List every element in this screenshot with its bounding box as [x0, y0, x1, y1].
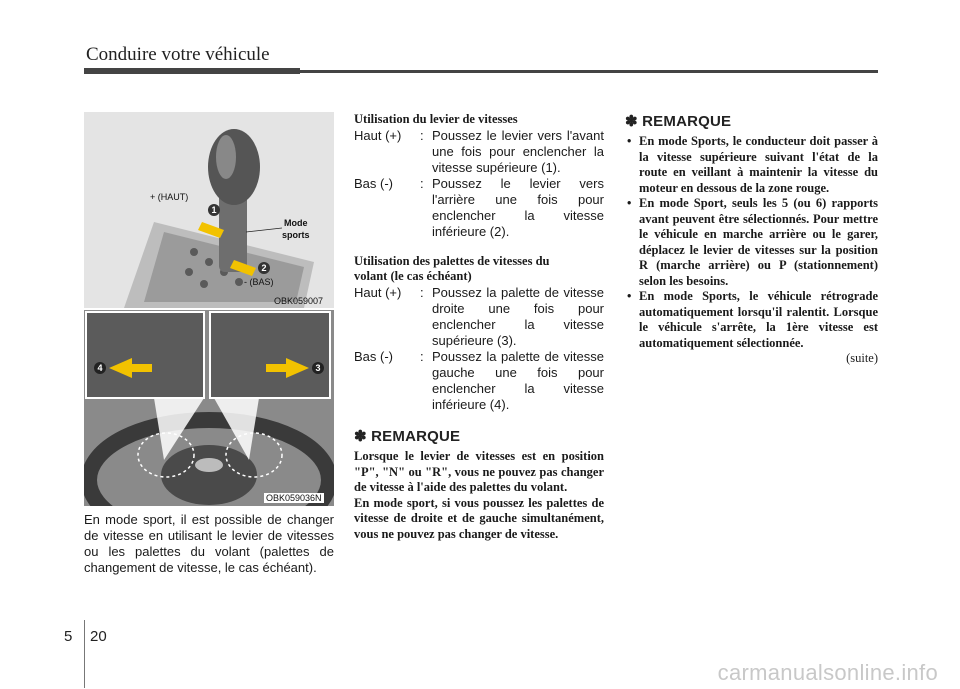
middle-note-paragraph-2: En mode sport, si vous poussez les palettes de vitesse de droite et de gauche simultanément, vous ne pouvez pas changer de vitesse.: [354, 495, 604, 541]
lever-down-item: Bas (-) : Poussez le levier vers l'arrière une fois pour enclencher la vitesse inférieure (2).: [354, 176, 604, 239]
right-column: [625, 112, 878, 367]
figure2-code: OBK059036N: [266, 493, 322, 503]
footer-divider: [84, 620, 85, 688]
callout-3: 3: [312, 362, 324, 374]
page-number: 20: [90, 628, 107, 645]
callout-1: 1: [208, 204, 220, 216]
lever-down-term: Bas (-): [354, 176, 393, 191]
continued-label: (suite): [846, 351, 878, 365]
paddle-up-desc: Poussez la palette de vitesse droite une fois pour enclencher la vitesse supérieure (3).: [432, 285, 604, 348]
middle-column: [354, 112, 604, 542]
label-sports: sports: [282, 230, 310, 240]
paddle-down-term: Bas (-): [354, 349, 393, 364]
middle-note-heading: ✽ REMARQUE: [354, 428, 461, 445]
right-note-bullet-3: • En mode Sports, le véhicule rétrograde automatiquement lorsqu'il ralentit. Lorsque le véhicule s'arrête, la 1ère vitesse est automatiquement sélectionnée.: [625, 289, 878, 351]
chapter-number: 5: [64, 628, 73, 645]
right-note-bullet-2: • En mode Sport, seuls les 5 (ou 6) rapports avant peuvent être sélectionnés. Pour mettre le véhicule en marche arrière ou le garer, déplacez le levier de vitesses sur la position R (marche arrière) ou P (stationnement) selon les besoins.: [625, 196, 878, 289]
paddle-up-item: Haut (+) : Poussez la palette de vitesse droite une fois pour enclencher la vitesse supérieure (3).: [354, 285, 604, 348]
figure1-code: OBK059007: [274, 296, 324, 306]
right-note-bullet-1: • En mode Sports, le conducteur doit passer à la vitesse supérieure suivant l'état de la route en veillant à maintenir la vitesse du moteur en dessous de la zone rouge.: [625, 134, 878, 196]
label-up: + (HAUT): [150, 192, 189, 202]
steering-paddle-figure: [84, 310, 334, 506]
lever-section-title: Utilisation du levier de vitesses: [354, 112, 518, 126]
paddle-up-term: Haut (+): [354, 285, 402, 300]
lever-up-item: Haut (+) : Poussez le levier vers l'avant une fois pour enclencher la vitesse supérieure (1).: [354, 128, 604, 175]
paddle-down-item: Bas (-) : Poussez la palette de vitesse gauche une fois pour enclencher la vitesse inférieure (4).: [354, 349, 604, 412]
gear-lever-figure: [84, 112, 334, 308]
sport-mode-intro: En mode sport, il est possible de changer de vitesse en utilisant le levier de vitesses ou les palettes du volant (palettes de changement de vitesse, le cas échéant).: [84, 512, 334, 575]
lever-down-desc: Poussez le levier vers l'arrière une fois pour enclencher la vitesse inférieure (2).: [432, 176, 604, 239]
lever-up-desc: Poussez le levier vers l'avant une fois pour enclencher la vitesse supérieure (1).: [432, 128, 604, 175]
right-note-heading: ✽ REMARQUE: [625, 113, 732, 130]
paddle-down-desc: Poussez la palette de vitesse gauche une fois pour enclencher la vitesse inférieure (4).: [432, 349, 604, 412]
watermark: carmanualsonline.info: [717, 660, 938, 685]
callout-4: 4: [94, 362, 106, 374]
steering-wheel-illustration: [84, 310, 334, 506]
middle-note-paragraph-1: Lorsque le levier de vitesses est en position "P", "N" ou "R", vous ne pouvez pas changer de vitesse à l'aide des palettes du volant.: [354, 449, 604, 494]
lever-up-term: Haut (+): [354, 128, 402, 143]
header-rule-accent: [84, 68, 300, 74]
label-down: - (BAS): [244, 277, 274, 287]
page-header-title: Conduire votre véhicule: [86, 44, 270, 65]
paddle-section-title-2: volant (le cas échéant): [354, 269, 472, 283]
callout-2: 2: [258, 262, 270, 274]
paddle-section-title-1: Utilisation des palettes de vitesses du: [354, 254, 550, 268]
label-mode: Mode: [284, 218, 308, 228]
